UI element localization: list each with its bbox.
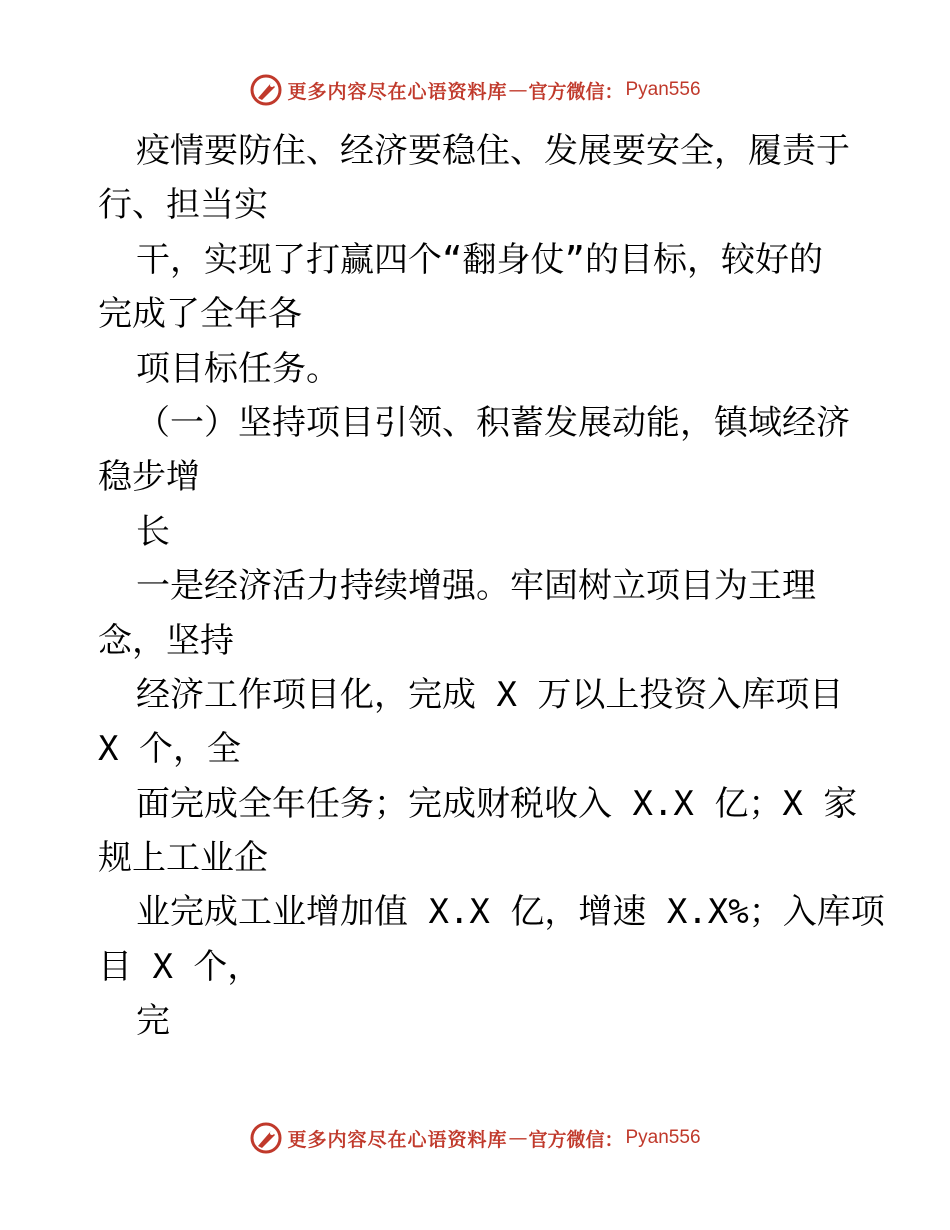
text-line: 完 bbox=[136, 1001, 170, 1042]
text-line: 面完成全年任务；完成财税收入 X.X 亿；X 家 bbox=[136, 783, 858, 824]
text-line: 行、担当实 bbox=[98, 185, 268, 226]
pen-nib-logo-icon bbox=[249, 73, 283, 107]
text-line: 完成了全年各 bbox=[98, 294, 302, 335]
text-line: 规上工业企 bbox=[98, 838, 268, 879]
pen-nib-logo-icon bbox=[249, 1121, 283, 1155]
text-line: 疫情要防住、经济要稳住、发展要安全，履责于 bbox=[136, 131, 850, 171]
banner-wechat-id: Pyan556 bbox=[625, 1127, 701, 1148]
text-line: 经济工作项目化，完成 X 万以上投资入库项目 bbox=[136, 674, 844, 715]
banner-separator: — bbox=[508, 79, 528, 101]
text-line: 稳步增 bbox=[98, 457, 200, 498]
text-line: 念，坚持 bbox=[98, 620, 234, 661]
banner-text: 更多内容尽在心语资料库 bbox=[287, 80, 508, 103]
banner-official-label: 官方微信： bbox=[528, 80, 624, 103]
text-line: 一是经济活力持续增强。牢固树立项目为王理 bbox=[136, 566, 816, 607]
header-watermark-banner bbox=[0, 70, 950, 110]
section-heading-line: （一）坚持项目引领、积蓄发展动能，镇域经济 bbox=[136, 402, 850, 443]
banner-separator: — bbox=[508, 1127, 528, 1149]
banner-official-label: 官方微信： bbox=[528, 1128, 624, 1151]
text-line: 长 bbox=[136, 511, 170, 552]
banner-wechat-id: Pyan556 bbox=[625, 79, 701, 100]
text-line: X 个，全 bbox=[98, 729, 241, 770]
text-line: 目 X 个， bbox=[98, 946, 262, 987]
text-line: 业完成工业增加值 X.X 亿，增速 X.X%；入库项 bbox=[136, 892, 885, 933]
document-body bbox=[98, 124, 885, 1049]
text-line: 项目标任务。 bbox=[136, 348, 340, 389]
banner-text: 更多内容尽在心语资料库 bbox=[287, 1128, 508, 1151]
text-line: 干，实现了打赢四个“翻身仗”的目标，较好的 bbox=[136, 239, 823, 280]
footer-watermark-banner bbox=[0, 1118, 950, 1158]
